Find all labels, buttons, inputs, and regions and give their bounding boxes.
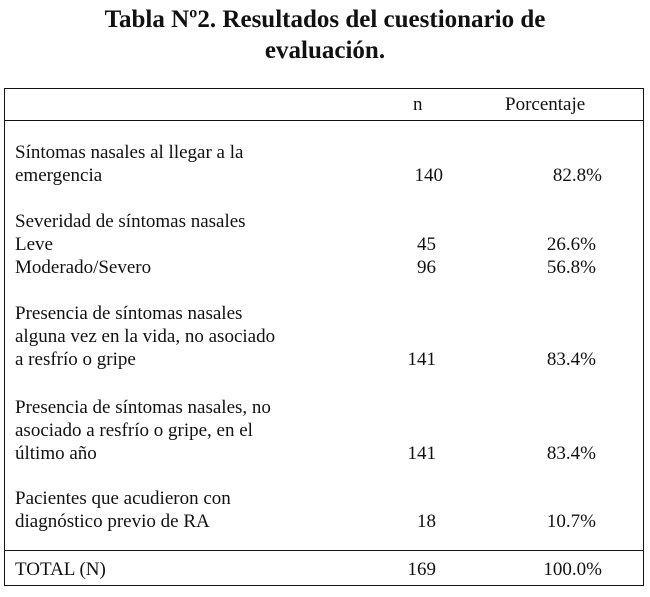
row-percentage: 83.4% [546, 349, 596, 370]
row-n: 141 [407, 443, 436, 464]
row-label-severity: Severidad de síntomas nasales [15, 211, 246, 232]
row-percentage: 26.6% [546, 234, 596, 255]
row-percentage: 83.4% [546, 443, 596, 464]
row-label-symptoms-arrival [15, 141, 243, 187]
row-percentage: 10.7% [546, 511, 596, 532]
row-label-moderate-severe: Moderado/Severo [15, 257, 152, 278]
row-label-total: TOTAL (N) [15, 559, 106, 580]
row-percentage: 56.8% [546, 257, 596, 278]
total-n: 169 [407, 559, 436, 580]
row-label-line: Pacientes que acudieron con [15, 488, 231, 509]
table-title [0, 4, 650, 66]
row-n: 45 [417, 234, 436, 255]
row-label-prior-diagnosis [15, 487, 231, 533]
table-title-line2: evaluación. [264, 37, 386, 64]
row-label-last-year-symptoms [15, 396, 271, 465]
row-label-line: asociado a resfrío o gripe, en el [15, 420, 253, 441]
header-divider [5, 120, 643, 121]
row-n: 140 [414, 165, 443, 186]
row-label-line: Presencia de síntomas nasales, no [15, 397, 271, 418]
row-label-line: último año [15, 443, 97, 464]
row-label-line: Presencia de síntomas nasales [15, 303, 243, 324]
results-table [4, 88, 644, 586]
row-label-line: a resfrío o gripe [15, 349, 136, 370]
row-percentage: 82.8% [552, 165, 602, 186]
header-percentage: Porcentaje [505, 94, 586, 115]
row-label-line: emergencia [15, 165, 103, 186]
row-n: 96 [417, 257, 436, 278]
total-divider [5, 550, 643, 551]
row-label-line: Síntomas nasales al llegar a la [15, 142, 244, 163]
header-n: n [413, 94, 423, 115]
total-percentage: 100.0% [543, 559, 602, 580]
table-title-line1: Tabla Nº2. Resultados del cuestionario de [104, 6, 546, 33]
row-n: 141 [407, 349, 436, 370]
row-label-lifetime-symptoms [15, 302, 275, 371]
row-label-line: alguna vez en la vida, no asociado [15, 326, 276, 347]
row-label-mild: Leve [15, 234, 53, 255]
row-label-line: diagnóstico previo de RA [15, 511, 210, 532]
row-n: 18 [417, 511, 436, 532]
